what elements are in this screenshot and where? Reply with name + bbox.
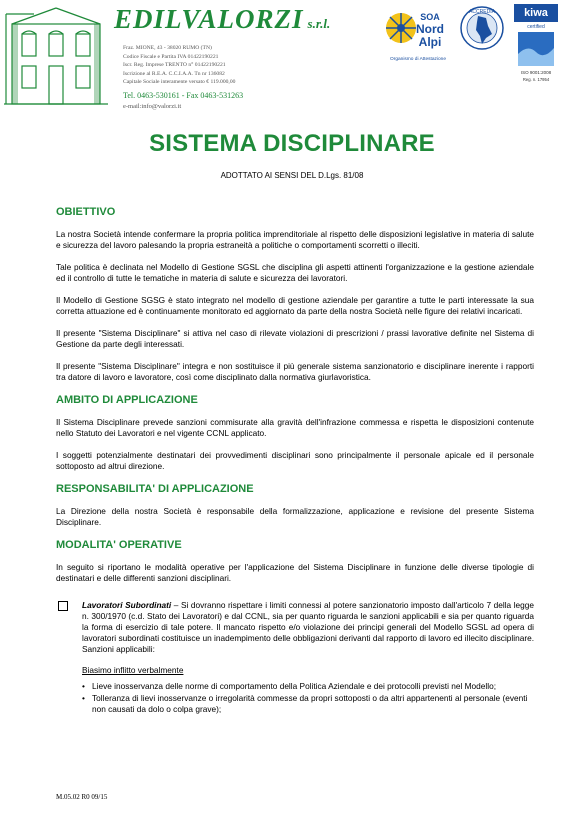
company-name: EDILVALORZI <box>114 4 304 34</box>
company-logo-building <box>4 4 108 108</box>
sanction-subheading: Biasimo inflitto verbalmente <box>82 665 184 675</box>
paragraph: Il presente "Sistema Disciplinare" integra e non sostituisce il più generale sistema sanzionatorio e disciplinare inerente i rapporti tra datore di lavoro e lavoratore, così come disciplinato dalla normativa giurlavoristica. <box>56 361 534 382</box>
list-item: • Lieve inosservanza delle norme di comportamento della Politica Aziendale e dei protocolli previsti nel Modello; <box>82 681 534 692</box>
phone-fax: Tel. 0463-530161 - Fax 0463-531263 <box>123 91 244 100</box>
document-title: SISTEMA DISCIPLINARE <box>149 130 435 157</box>
section-heading-ambito: AMBITO DI APPLICAZIONE <box>56 394 198 406</box>
soa-text-3: Alpi <box>418 35 442 49</box>
paragraph: Il Sistema Disciplinare prevede sanzioni commisurate alla gravità dell'infrazione commessa e rispetta le disposizioni contenute nello Statuto dei Lavoratori e nel vigente CCNL applicato. <box>56 417 534 438</box>
kiwa-text-3: Reg. n. 17954 <box>522 77 550 82</box>
soa-nord-alpi-logo <box>384 6 452 72</box>
company-registry-info <box>123 44 235 87</box>
item-text: – Si dovranno rispettare i limiti connessi al potere sanzionatorio imposto dall'articolo 7 della legge n. 300/1970 (c.d. Stato dei Lavoratori) e dal CCNL, sia per quanto riguarda le sanzioni applicabili e sia per quanto riguarda la forma di esercizio di tale potere. Il mancato rispetto e/o violazione dei principi generali del Modello SGSL ad opera di lavoratori subordinati costituisce un inadempimento delle obbligazioni derivanti dal rapporto di lavoro ed illecito disciplinare. Sanzioni applicabili: <box>82 600 535 654</box>
kiwa-certified-logo <box>514 4 558 84</box>
section-heading-modalita: MODALITA' OPERATIVE <box>56 539 182 551</box>
document-subtitle: ADOTTATO AI SENSI DEL D.Lgs. 81/08 <box>220 171 364 180</box>
email-address[interactable]: e-mail:info@valorzi.it <box>123 103 182 110</box>
kiwa-text-1: certified <box>527 24 545 30</box>
accredia-text: ACCREDIA <box>469 9 495 15</box>
document-code: M.05.02 R0 09/15 <box>56 793 108 801</box>
soa-caption: Organismo di Attestazione <box>390 57 446 62</box>
paragraph: La Direzione della nostra Società è responsabile della formalizzazione, applicazione e revisione del presente Sistema Disciplinare. <box>56 506 534 527</box>
kiwa-brand: kiwa <box>524 7 548 19</box>
list-item: • Tolleranza di lievi inosservanze o irregolarità commesse da propri sottoposti o da altri appartenenti al personale (eventi non causati da dolo o colpa grave); <box>82 693 534 715</box>
registry-line: Iscr. Reg. Imprese TRENTO n° 01422190221 <box>123 62 226 69</box>
paragraph: Il presente "Sistema Disciplinare" si attiva nel caso di rilevate violazioni di prescrizioni / prassi lavorative definite nel Sistema di Gestione da parte degli interessati. <box>56 328 534 349</box>
paragraph: La nostra Società intende confermare la propria politica imprenditoriale al rispetto delle disposizioni legislative in materia di salute e sicurezza del lavoro palesando la propria estraneità a politiche o comportamenti scorretti o illeciti. <box>56 229 534 250</box>
checkbox-icon <box>58 601 68 611</box>
company-contacts <box>123 90 243 112</box>
kiwa-text-2: ISO 9001:2008 <box>520 70 552 75</box>
company-suffix: s.r.l. <box>307 16 331 31</box>
paragraph: I soggetti potenzialmente destinatari dei provvedimenti disciplinari sono principalmente il personale apicale ed il personale sottoposto ad altrui direzione. <box>56 450 534 471</box>
paragraph: Il Modello di Gestione SGSG è stato integrato nel modello di gestione aziendale per garantire a tutte le parti interessate la sua corretta attuazione ed è continuamente monitorato ed aggiornato da parte della nostra Società nelle figure dei relativi incaricati. <box>56 295 534 316</box>
registry-line: Fraz. MIONE, 43 - 38020 RUMO (TN) <box>123 45 212 51</box>
item-lead: Lavoratori Subordinati <box>82 600 172 610</box>
paragraph: Tale politica è declinata nel Modello di Gestione SGSL che disciplina gli aspetti attinenti l'organizzazione e la gestione aziendale ed il controllo di tutte le tematiche in materia di salute e sicurezza dei lavoratori. <box>56 262 534 283</box>
accredia-logo <box>458 4 506 76</box>
section-heading-responsabilita: RESPONSABILITA' DI APPLICAZIONE <box>56 483 254 495</box>
sanction-list <box>82 681 534 715</box>
soa-text-2: Nord <box>416 22 444 36</box>
registry-line: Capitale Sociale interamente versato € 119.000,00 <box>123 79 236 86</box>
registry-line: Codice Fiscale e Partita IVA 01422190221 <box>123 53 219 60</box>
soa-text-1: SOA <box>420 12 440 22</box>
list-item-lavoratori-subordinati <box>56 600 534 715</box>
document-body <box>56 196 534 716</box>
paragraph: In seguito si riportano le modalità operative per l'applicazione del Sistema Disciplinare in funzione delle diverse tipologie di destinatari e delle differenti sanzioni disciplinari. <box>56 562 534 583</box>
registry-line: Iscrizione al R.E.A. C.C.I.A.A. Tn nr 136082 <box>123 70 225 77</box>
section-heading-obiettivo: OBIETTIVO <box>56 206 116 218</box>
company-name-block <box>114 4 330 35</box>
